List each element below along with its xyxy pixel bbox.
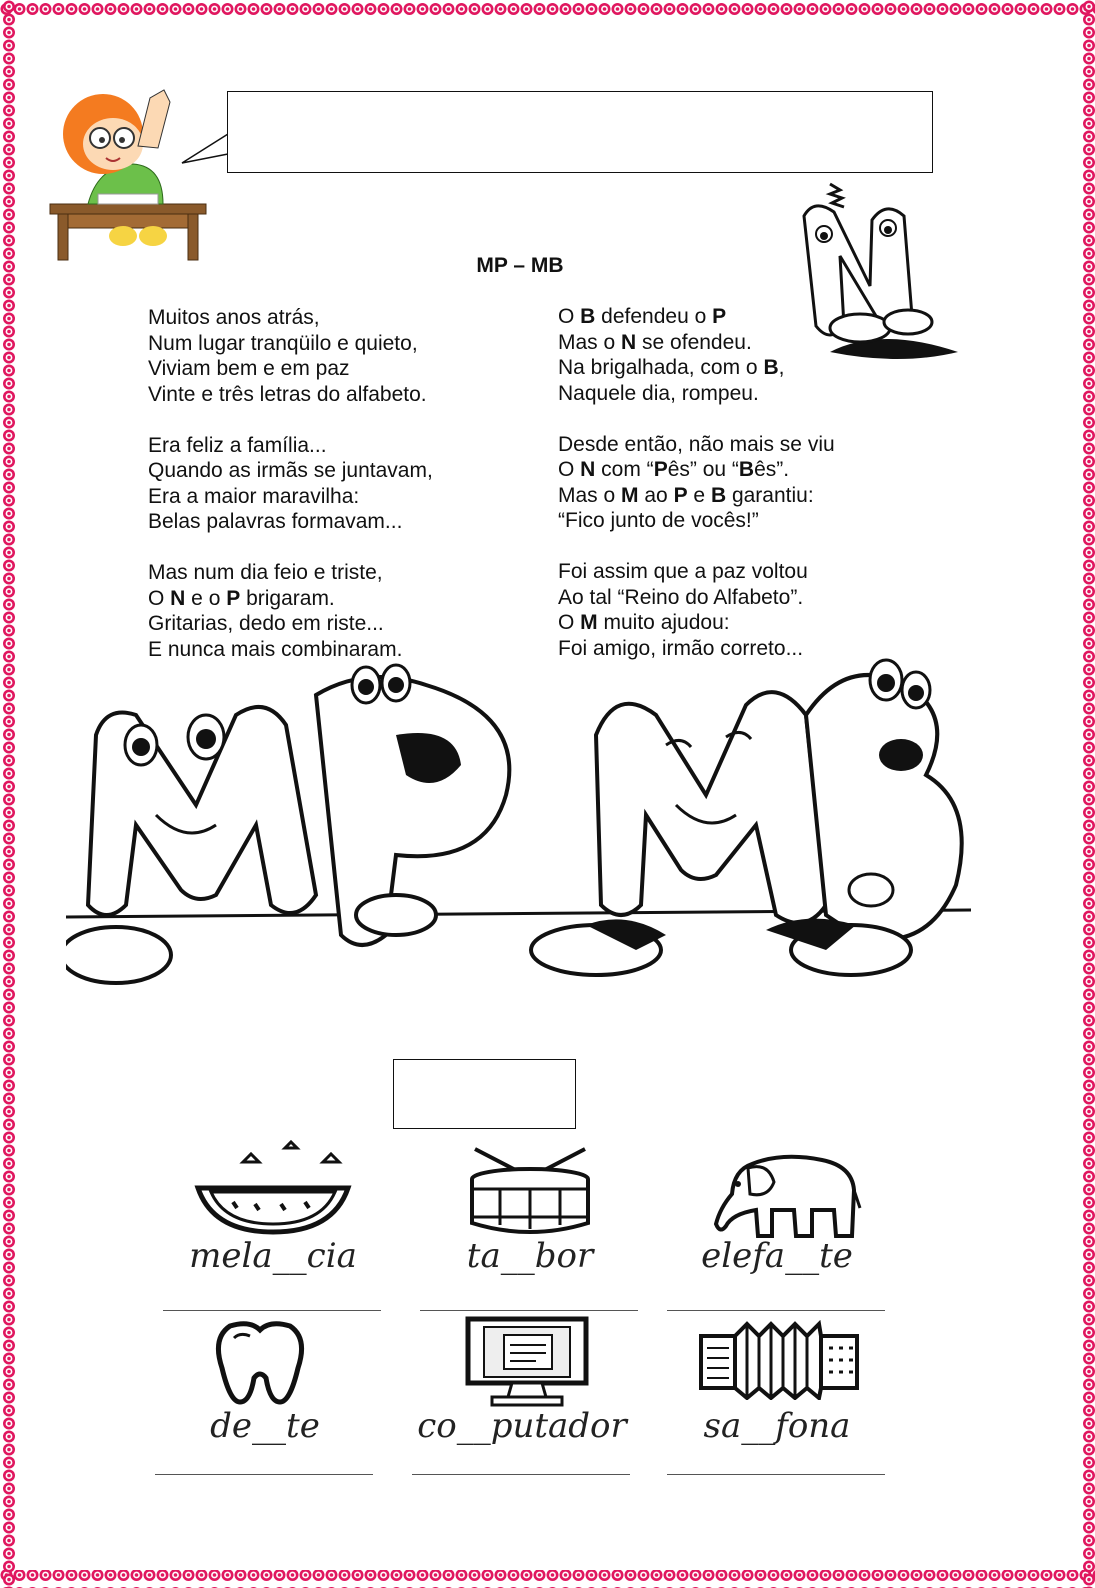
poem-line: Naquele dia, rompeu. <box>558 381 759 405</box>
exercise-item-tooth <box>150 1310 380 1480</box>
computer-icon <box>462 1315 592 1410</box>
stanza <box>558 559 835 661</box>
poem-left-column <box>148 305 433 688</box>
elephant-icon <box>712 1150 862 1240</box>
poem-line: E nunca mais combinaram. <box>148 637 403 661</box>
poem-line: O N e o P brigaram. <box>148 586 335 610</box>
answer-box[interactable] <box>393 1059 576 1129</box>
answer-line[interactable] <box>667 1474 885 1475</box>
stanza <box>148 433 433 535</box>
poem-line: Vinte e três letras do alfabeto. <box>148 382 427 406</box>
poem-line: Era feliz a família... <box>148 433 327 457</box>
stanza <box>148 305 433 407</box>
stanza <box>558 432 835 534</box>
poem-line: O M muito ajudou: <box>558 611 730 634</box>
drum-icon <box>465 1145 595 1240</box>
accordion-icon <box>697 1320 862 1400</box>
poem-line: Belas palavras formavam... <box>148 510 403 533</box>
boy-at-desk-illustration <box>28 86 208 264</box>
exercise-word: mela__cia <box>189 1236 357 1276</box>
exercise-item-watermelon <box>158 1140 388 1310</box>
mp-mb-letters-illustration <box>66 655 971 1000</box>
poem-line: Gritarias, dedo em riste... <box>148 612 384 635</box>
answer-line[interactable] <box>155 1474 373 1475</box>
poem-line: Na brigalhada, com o B, <box>558 356 785 379</box>
poem-line: Quando as irmãs se juntavam, <box>148 459 433 482</box>
exercise-word: de__te <box>210 1406 320 1446</box>
poem-line: Foi amigo, irmão correto... <box>558 636 804 660</box>
watermelon-icon <box>193 1140 353 1235</box>
exercise-word: co__putador <box>417 1406 627 1446</box>
exercise-item-computer <box>407 1310 637 1480</box>
poem-line: Num lugar tranqüilo e quieto, <box>148 331 418 355</box>
stanza <box>558 304 835 406</box>
stanza <box>148 560 433 662</box>
poem-line: Muitos anos atrás, <box>148 306 320 329</box>
answer-line[interactable] <box>412 1474 630 1475</box>
poem-title: MP – MB <box>476 254 564 277</box>
exercise-word: elefa__te <box>701 1236 853 1276</box>
poem-line: O N com “Pês” ou “Bês”. <box>558 458 790 481</box>
exercise-item-elephant <box>662 1140 892 1310</box>
poem-line: Viviam bem e em paz <box>148 357 350 380</box>
poem-line: Mas o N se ofendeu. <box>558 330 752 354</box>
poem-line: Ao tal “Reino do Alfabeto”. <box>558 585 804 609</box>
exercise-word: ta__bor <box>466 1236 594 1276</box>
poem-line: Era a maior maravilha: <box>148 484 360 508</box>
tooth-icon <box>210 1318 310 1408</box>
speech-bubble-tail <box>180 130 230 170</box>
speech-bubble[interactable] <box>227 91 933 173</box>
exercise-item-drum <box>415 1140 645 1310</box>
poem-right-column <box>558 304 835 687</box>
poem-line: Mas num dia feio e triste, <box>148 561 383 584</box>
exercise-word: sa__fona <box>703 1406 851 1446</box>
exercise-item-accordion <box>662 1310 892 1480</box>
poem-line: “Fico junto de vocês!” <box>558 509 759 532</box>
poem-line: Desde então, não mais se viu <box>558 432 835 456</box>
poem-line: O B defendeu o P <box>558 305 727 328</box>
poem-line: Mas o M ao P e B garantiu: <box>558 483 814 507</box>
poem-line: Foi assim que a paz voltou <box>558 560 808 583</box>
